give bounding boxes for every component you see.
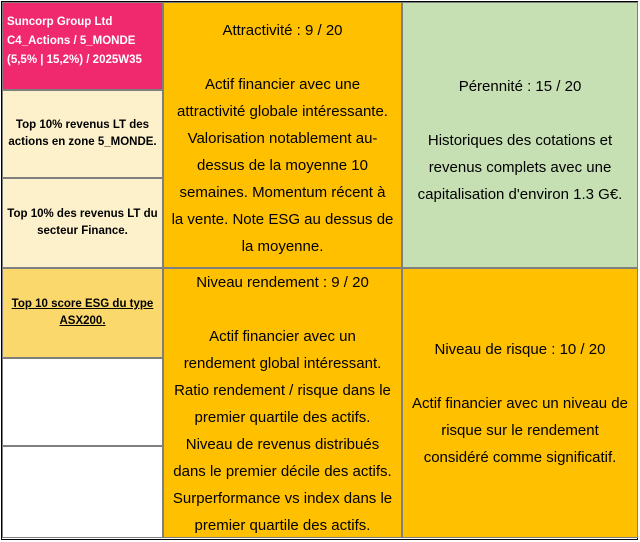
attractivite-cell [163,2,402,268]
top-esg-cell [2,268,163,358]
rendement-cell [163,268,402,538]
empty-cell [2,446,163,538]
asset-period: (5,5% | 15,2%) / 2025W35 [7,54,142,66]
rendement-body: Actif financier avec un rendement global intéressant. Ratio rendement / risque dans le premier quartile des actifs. Niveau de revenus distribués dans le premier décile des actifs. Surperformance vs index dans le premier quartile des actifs. [172,328,393,534]
top-revenus-secteur-cell [2,178,163,268]
perennite-title: Pérennité : 15 / 20 [458,77,582,95]
risque-cell [402,268,638,538]
asset-category: C4_Actions / 5_MONDE [7,35,136,47]
empty-cell [2,358,163,446]
attractivite-body: Actif financier avec une attractivité globale intéressante. Valorisation notablement au- dessus de la moyenne 10 semaines. Momentum récent à la vente. Note ESG au dessus de la moyenne. [171,76,394,255]
top-esg-text: Top 10 score ESG du type ASX200. [11,298,154,327]
asset-name: Suncorp Group Ltd [7,16,113,28]
risque-title: Niveau de risque : 10 / 20 [434,340,606,358]
attractivite-title: Attractivité : 9 / 20 [222,22,343,39]
rendement-title: Niveau rendement : 9 / 20 [196,274,369,291]
asset-header-cell [2,2,163,90]
perennite-cell [402,2,638,268]
top-revenus-zone-text: Top 10% revenus LT des actions en zone 5_MONDE. [8,119,157,148]
top-revenus-zone-cell [2,90,163,178]
top-revenus-secteur-text: Top 10% des revenus LT du secteur Finance. [7,208,158,237]
perennite-body: Historiques des cotations et revenus complets avec une capitalisation d'environ 1.3 G€. [417,131,623,203]
risque-body: Actif financier avec un niveau de risque sur le rendement considéré comme significatif. [412,394,628,466]
